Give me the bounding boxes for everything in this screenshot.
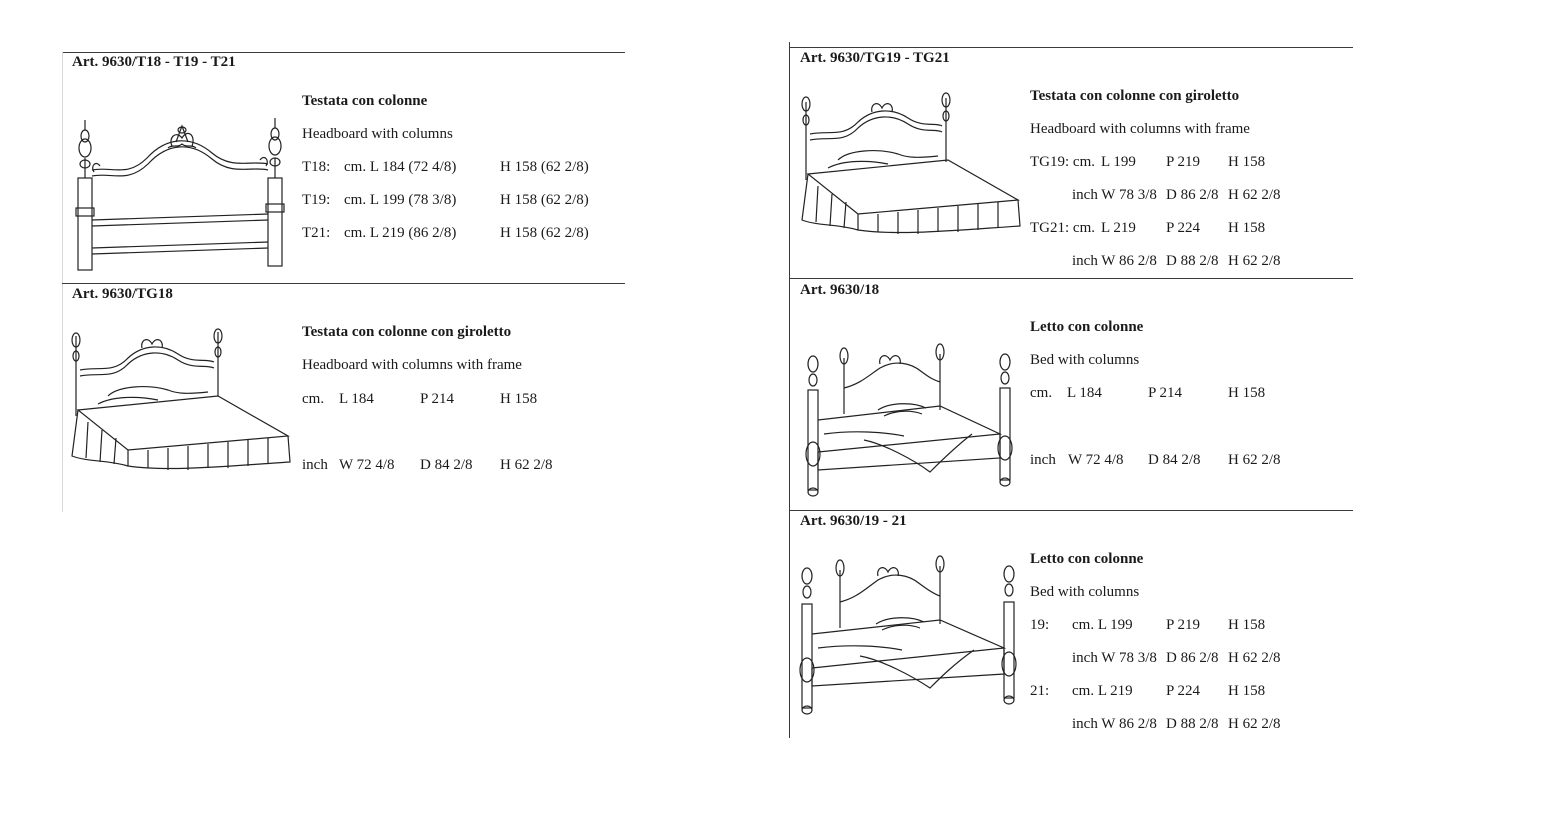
dim-depth: D 86 2/8 <box>1166 187 1219 203</box>
product-title-it: Letto con colonne <box>1030 551 1144 567</box>
dim-depth: D 84 2/8 <box>1148 452 1201 468</box>
size-code: T19: <box>302 192 331 208</box>
product-title-en: Headboard with columns with frame <box>1030 121 1250 137</box>
dim-width: inch W 78 3/8 <box>1072 650 1157 666</box>
product-title-en: Headboard with columns <box>302 126 453 142</box>
size-height: H 158 (62 2/8) <box>500 159 589 175</box>
dim-height: H 158 <box>500 391 538 407</box>
bed-frame-illustration <box>68 326 294 484</box>
divider-top-right <box>789 47 1353 48</box>
article-code: Art. 9630/TG18 <box>72 286 173 302</box>
four-poster-bed-illustration <box>798 556 1020 716</box>
dim-height: H 158 <box>1228 683 1266 699</box>
article-code: Art. 9630/TG19 - TG21 <box>800 50 950 66</box>
size-dims: cm. L 199 (78 3/8) <box>344 192 457 208</box>
dim-depth: P 214 <box>1148 385 1183 401</box>
dim-length: cm. L 199 <box>1072 617 1133 633</box>
dim-depth: P 224 <box>1166 220 1201 236</box>
dim-depth: P 219 <box>1166 617 1201 633</box>
size-code: 21: <box>1030 683 1050 699</box>
size-height: H 158 (62 2/8) <box>500 192 589 208</box>
dim-depth: D 88 2/8 <box>1166 716 1219 732</box>
size-code: 19: <box>1030 617 1050 633</box>
size-dims: cm. L 219 (86 2/8) <box>344 225 457 241</box>
divider-top-left <box>62 52 625 53</box>
dim-depth: P 219 <box>1166 154 1201 170</box>
article-code: Art. 9630/19 - 21 <box>800 513 907 529</box>
product-title-it: Letto con colonne <box>1030 319 1144 335</box>
dim-width: W 72 4/8 <box>1068 452 1124 468</box>
dim-width: W 72 4/8 <box>339 457 395 473</box>
dim-width: inch W 78 3/8 <box>1072 187 1157 203</box>
size-code: T18: <box>302 159 331 175</box>
dim-height: H 62 2/8 <box>1228 452 1281 468</box>
dim-depth: P 214 <box>420 391 455 407</box>
divider-right-lower <box>789 510 1353 511</box>
product-title-en: Headboard with columns with frame <box>302 357 522 373</box>
product-title-en: Bed with columns <box>1030 584 1140 600</box>
size-code: TG21: cm. <box>1030 220 1095 236</box>
dim-depth: D 84 2/8 <box>420 457 473 473</box>
dim-height: H 158 <box>1228 154 1266 170</box>
dim-width: inch W 86 2/8 <box>1072 716 1157 732</box>
left-edge-line <box>62 52 63 512</box>
right-edge-line <box>789 42 790 738</box>
dim-height: H 158 <box>1228 385 1266 401</box>
dim-height: H 62 2/8 <box>500 457 553 473</box>
product-title-en: Bed with columns <box>1030 352 1140 368</box>
dim-length: L 199 <box>1101 154 1136 170</box>
product-title-it: Testata con colonne con giroletto <box>302 324 512 340</box>
dim-unit: inch <box>302 457 328 473</box>
size-code: TG19: cm. <box>1030 154 1095 170</box>
dim-unit: inch <box>1030 452 1056 468</box>
dim-length: cm. L 219 <box>1072 683 1133 699</box>
product-title-it: Testata con colonne <box>302 93 428 109</box>
dim-height: H 158 <box>1228 220 1266 236</box>
dim-height: H 62 2/8 <box>1228 716 1281 732</box>
dim-length: L 184 <box>339 391 374 407</box>
article-code: Art. 9630/18 <box>800 282 880 298</box>
dim-depth: D 88 2/8 <box>1166 253 1219 269</box>
bed-frame-illustration <box>796 92 1022 250</box>
dim-height: H 62 2/8 <box>1228 187 1281 203</box>
size-dims: cm. L 184 (72 4/8) <box>344 159 457 175</box>
size-height: H 158 (62 2/8) <box>500 225 589 241</box>
headboard-illustration <box>72 108 292 274</box>
product-title-it: Testata con colonne con giroletto <box>1030 88 1240 104</box>
dim-length: L 184 <box>1067 385 1102 401</box>
dim-depth: D 86 2/8 <box>1166 650 1219 666</box>
dim-height: H 62 2/8 <box>1228 253 1281 269</box>
dim-width: inch W 86 2/8 <box>1072 253 1157 269</box>
dim-depth: P 224 <box>1166 683 1201 699</box>
dim-unit: cm. <box>1030 385 1053 401</box>
four-poster-bed-illustration <box>804 344 1016 498</box>
dim-length: L 219 <box>1101 220 1136 236</box>
divider-right-middle <box>789 278 1353 279</box>
divider-left-middle <box>62 283 625 284</box>
dim-unit: cm. <box>302 391 325 407</box>
article-code: Art. 9630/T18 - T19 - T21 <box>72 54 236 70</box>
dim-height: H 158 <box>1228 617 1266 633</box>
size-code: T21: <box>302 225 331 241</box>
dim-height: H 62 2/8 <box>1228 650 1281 666</box>
